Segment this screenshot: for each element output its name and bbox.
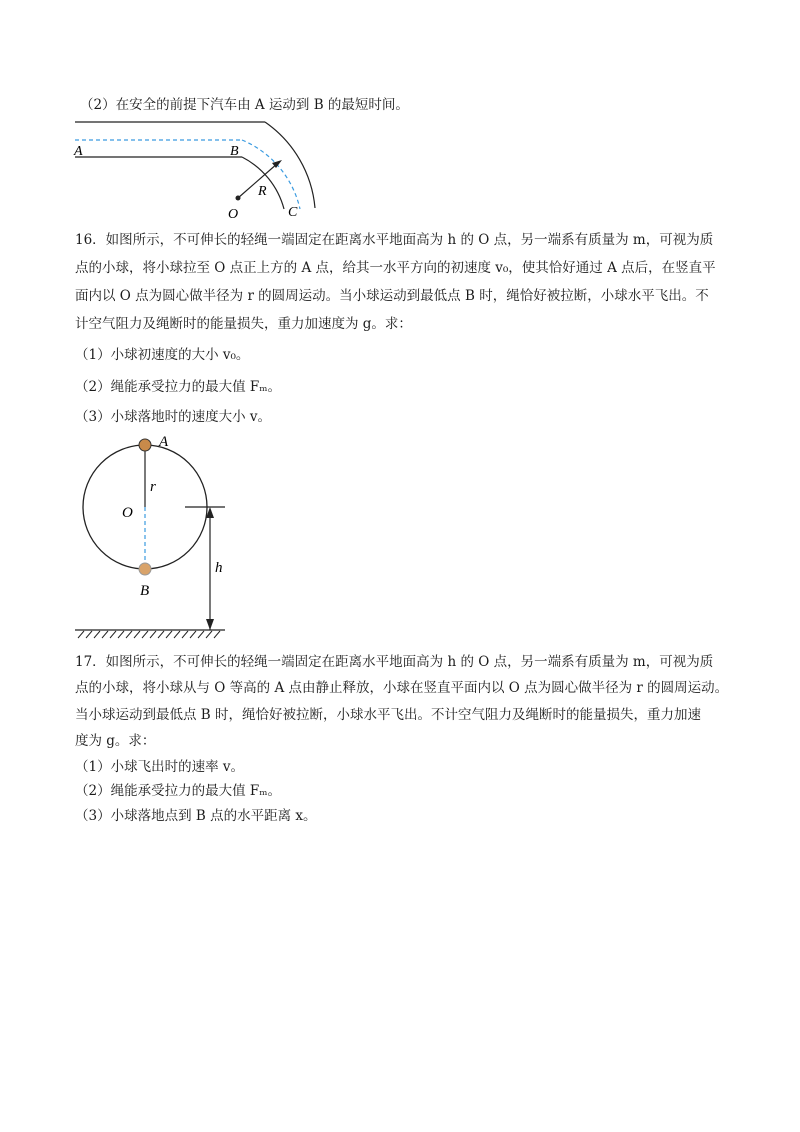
q17-part-2: （2）绳能承受拉力的最大值 Fₘ。: [75, 783, 282, 799]
label-R: R: [258, 184, 267, 199]
q17-line-4: 度为 g。求：: [75, 733, 156, 749]
label-C: C: [288, 205, 298, 220]
label-O: O: [228, 207, 239, 222]
label-A: A: [159, 434, 169, 450]
q16-line-1: 16．如图所示，不可伸长的轻绳一端固定在距离水平地面高为 h 的 O 点，另一端系有质量为 m，可视为质: [75, 232, 714, 248]
q17-line-1: 17．如图所示，不可伸长的轻绳一端固定在距离水平地面高为 h 的 O 点，另一端系有质量为 m，可视为质: [75, 654, 714, 670]
q15-part2: （2）在安全的前提下汽车由 A 运动到 B 的最短时间。: [80, 97, 409, 113]
q16-line-4: 计空气阻力及绳断时的能量损失，重力加速度为 g。求：: [75, 316, 412, 332]
label-r: r: [150, 479, 156, 495]
label-h: h: [215, 560, 223, 576]
q17-line-2: 点的小球，将小球从与 O 等高的 A 点由静止释放，小球在竖直平面内以 O 点为圆心做半径为 r 的圆周运动。: [75, 680, 729, 696]
q16-part-2: （2）绳能承受拉力的最大值 Fₘ。: [75, 379, 282, 395]
q16-line-2: 点的小球，将小球拉至 O 点正上方的 A 点，给其一水平方向的初速度 v₀，使其恰好通过 A 点后，在竖直平: [75, 260, 716, 276]
q16-part-1: （1）小球初速度的大小 v₀。: [75, 347, 250, 363]
label-A: A: [74, 144, 83, 159]
label-B: B: [230, 144, 239, 159]
vertical-circle-figure: [70, 432, 240, 644]
label-O: O: [122, 505, 133, 521]
road-curve-figure: [60, 112, 330, 222]
q16-line-3: 面内以 O 点为圆心做半径为 r 的圆周运动。当小球运动到最低点 B 时，绳恰好被拉断，小球水平飞出。不: [75, 288, 709, 304]
q17-part-3: （3）小球落地点到 B 点的水平距离 x。: [75, 808, 317, 824]
label-B: B: [140, 583, 150, 599]
q16-part-3: （3）小球落地时的速度大小 v。: [75, 409, 272, 425]
q17-line-3: 当小球运动到最低点 B 时，绳恰好被拉断，小球水平飞出。不计空气阻力及绳断时的能量损失，重力加速: [75, 707, 702, 723]
q17-part-1: （1）小球飞出时的速率 v。: [75, 759, 245, 775]
